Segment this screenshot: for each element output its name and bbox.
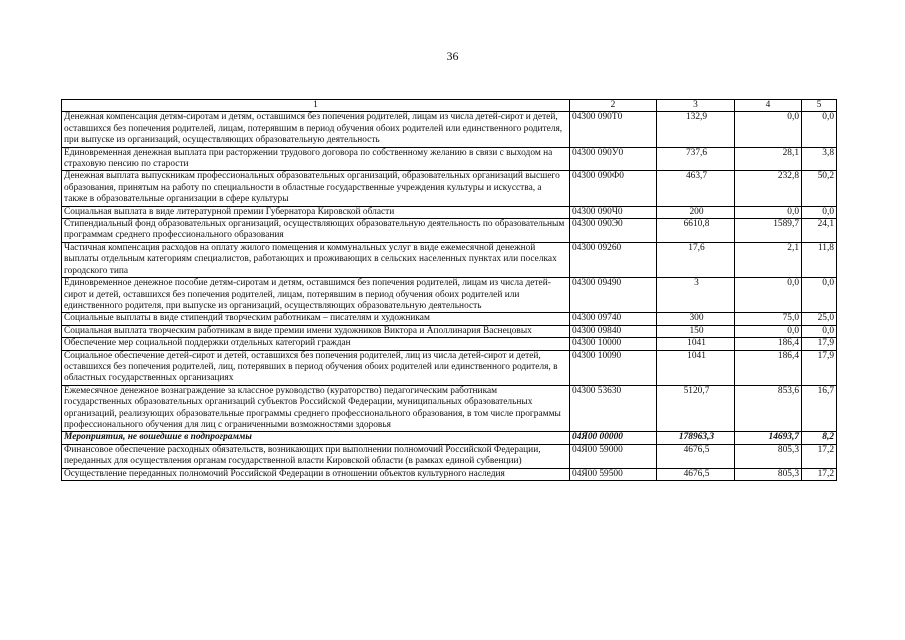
row-value-col3: 4676,5 [657,468,735,480]
row-name-cell: Стипендиальный фонд образовательных организаций, осуществляющих образовательную деятельность по образовательным программам среднего профессионального образования [62,219,570,243]
row-name-cell: Денежная выплата выпускникам профессиональных образовательных организаций, образовательных организаций высшего образования, принятым на работу по специальности в областные государственные учреждения культуры и искусства, а также в образовательные организации в сфере культуры [62,171,570,206]
row-name-cell: Единовременная денежная выплата при расторжении трудового договора по собственному желанию в связи с выходом на страховую пенсию по старости [62,147,570,171]
table-row [62,313,837,325]
row-value-col4: 0,0 [735,206,802,218]
row-code-cell: 04300 090Ч0 [570,206,657,218]
row-value-col5: 3,8 [802,147,837,171]
row-value-col3: 6610,8 [657,219,735,243]
table-row [62,385,837,432]
row-value-col3: 1041 [657,338,735,350]
row-value-col4: 186,4 [735,350,802,385]
header-col-2: 2 [570,100,657,112]
row-name-cell: Единовременное денежное пособие детям-сиротам и детям, оставшимся без попечения родителей, лицам из числа детей-сирот и детей, оставшихся без попечения родителей, лицам, потерявшим в период обучения обоих родителей или единственного родителя, при выпуске из организаций, осуществляющих образовательную деятельность [62,278,570,313]
row-value-col4: 0,0 [735,325,802,337]
header-col-3: 3 [657,100,735,112]
page-number: 36 [446,49,459,63]
row-value-col4: 232,8 [735,171,802,206]
row-value-col4: 805,3 [735,444,802,468]
row-value-col3: 737,6 [657,147,735,171]
row-value-col5: 17,2 [802,468,837,480]
row-value-col3: 132,9 [657,112,735,147]
row-value-col5: 24,1 [802,219,837,243]
row-name-cell: Социальные выплаты в виде стипендий творческим работникам – писателям и художникам [62,313,570,325]
table-row [62,112,837,147]
table-row [62,444,837,468]
row-value-col4: 14693,7 [735,432,802,444]
row-code-cell: 04Я00 00000 [570,432,657,444]
row-value-col5: 25,0 [802,313,837,325]
row-value-col3: 3 [657,278,735,313]
table-row [62,325,837,337]
row-name-cell: Денежная компенсация детям-сиротам и детям, оставшимся без попечения родителей, лицам из числа детей-сирот и детей, оставшихся без попечения родителей, лицам, потерявшим в период обучения обоих родителей или единственного родителя, при выпуске из организаций, осуществляющих образовательную деятельность [62,112,570,147]
row-value-col4: 186,4 [735,338,802,350]
row-value-col5: 17,9 [802,338,837,350]
row-code-cell: 04300 090Т0 [570,112,657,147]
row-value-col3: 178963,3 [657,432,735,444]
row-name-cell: Социальная выплата творческим работникам в виде премии имени художников Виктора и Аполлинария Васнецовых [62,325,570,337]
table-header-row [62,100,837,112]
row-name-cell: Финансовое обеспечение расходных обязательств, возникающих при выполнении полномочий Российской Федерации, переданных для осуществления органам государственной власти Кировской области (в рамках единой субвенции) [62,444,570,468]
row-value-col4: 853,6 [735,385,802,432]
table-row [62,278,837,313]
table-row [62,242,837,277]
row-code-cell: 04300 10000 [570,338,657,350]
row-code-cell: 04300 09740 [570,313,657,325]
row-value-col4: 75,0 [735,313,802,325]
row-code-cell: 04300 09490 [570,278,657,313]
row-value-col4: 2,1 [735,242,802,277]
row-code-cell: 04300 090Ф0 [570,171,657,206]
header-col-4: 4 [735,100,802,112]
row-name-cell: Обеспечение мер социальной поддержки отдельных категорий граждан [62,338,570,350]
row-value-col4: 0,0 [735,112,802,147]
table-row [62,432,837,444]
row-code-cell: 04Я00 59000 [570,444,657,468]
row-value-col5: 17,9 [802,350,837,385]
table-row [62,468,837,480]
row-value-col3: 200 [657,206,735,218]
budget-table [61,99,837,481]
row-value-col4: 28,1 [735,147,802,171]
table-row [62,350,837,385]
row-value-col5: 11,8 [802,242,837,277]
row-code-cell: 04Я00 59500 [570,468,657,480]
row-value-col3: 4676,5 [657,444,735,468]
row-code-cell: 04300 090У0 [570,147,657,171]
row-code-cell: 04300 53630 [570,385,657,432]
table-row [62,219,837,243]
row-value-col5: 50,2 [802,171,837,206]
table-row [62,338,837,350]
row-name-cell: Осуществление переданных полномочий Российской Федерации в отношении объектов культурного наследия [62,468,570,480]
row-value-col5: 0,0 [802,206,837,218]
table-row [62,206,837,218]
row-code-cell: 04300 09840 [570,325,657,337]
header-col-5: 5 [802,100,837,112]
row-value-col5: 17,2 [802,444,837,468]
row-name-cell: Частичная компенсация расходов на оплату жилого помещения и коммунальных услуг в виде ежемесячной денежной выплаты отдельным категориям специалистов, работающих и проживающих в сельских населенных пунктах или поселках городского типа [62,242,570,277]
row-name-cell: Социальная выплата в виде литературной премии Губернатора Кировской области [62,206,570,218]
row-code-cell: 04300 09260 [570,242,657,277]
row-value-col4: 1589,7 [735,219,802,243]
row-name-cell: Социальное обеспечение детей-сирот и детей, оставшихся без попечения родителей, лиц из числа детей-сирот и детей, оставшихся без попечения родителей, лиц, потерявших в период обучения обоих родителей или единственного родителя, в областных государственных организациях [62,350,570,385]
row-value-col5: 0,0 [802,112,837,147]
table-row [62,147,837,171]
row-name-cell: Мероприятия, не вошедшие в подпрограммы [62,432,570,444]
row-value-col5: 0,0 [802,325,837,337]
row-value-col5: 8,2 [802,432,837,444]
row-value-col3: 150 [657,325,735,337]
row-value-col4: 0,0 [735,278,802,313]
row-value-col3: 5120,7 [657,385,735,432]
table-body [62,112,837,481]
row-code-cell: 04300 10090 [570,350,657,385]
row-value-col5: 16,7 [802,385,837,432]
header-col-1: 1 [62,100,570,112]
table-row [62,171,837,206]
row-code-cell: 04300 090Э0 [570,219,657,243]
row-value-col3: 463,7 [657,171,735,206]
row-value-col3: 1041 [657,350,735,385]
row-value-col3: 300 [657,313,735,325]
row-value-col4: 805,3 [735,468,802,480]
row-value-col3: 17,6 [657,242,735,277]
row-name-cell: Ежемесячное денежное вознаграждение за классное руководство (кураторство) педагогическим работникам государственных образовательных организаций субъектов Российской Федерации, муниципальных образовательных организаций, реализующих образовательные программы среднего профессионального образования, в том числе программы профессионального обучения для лиц с ограниченными возможностями здоровья [62,385,570,432]
row-value-col5: 0,0 [802,278,837,313]
